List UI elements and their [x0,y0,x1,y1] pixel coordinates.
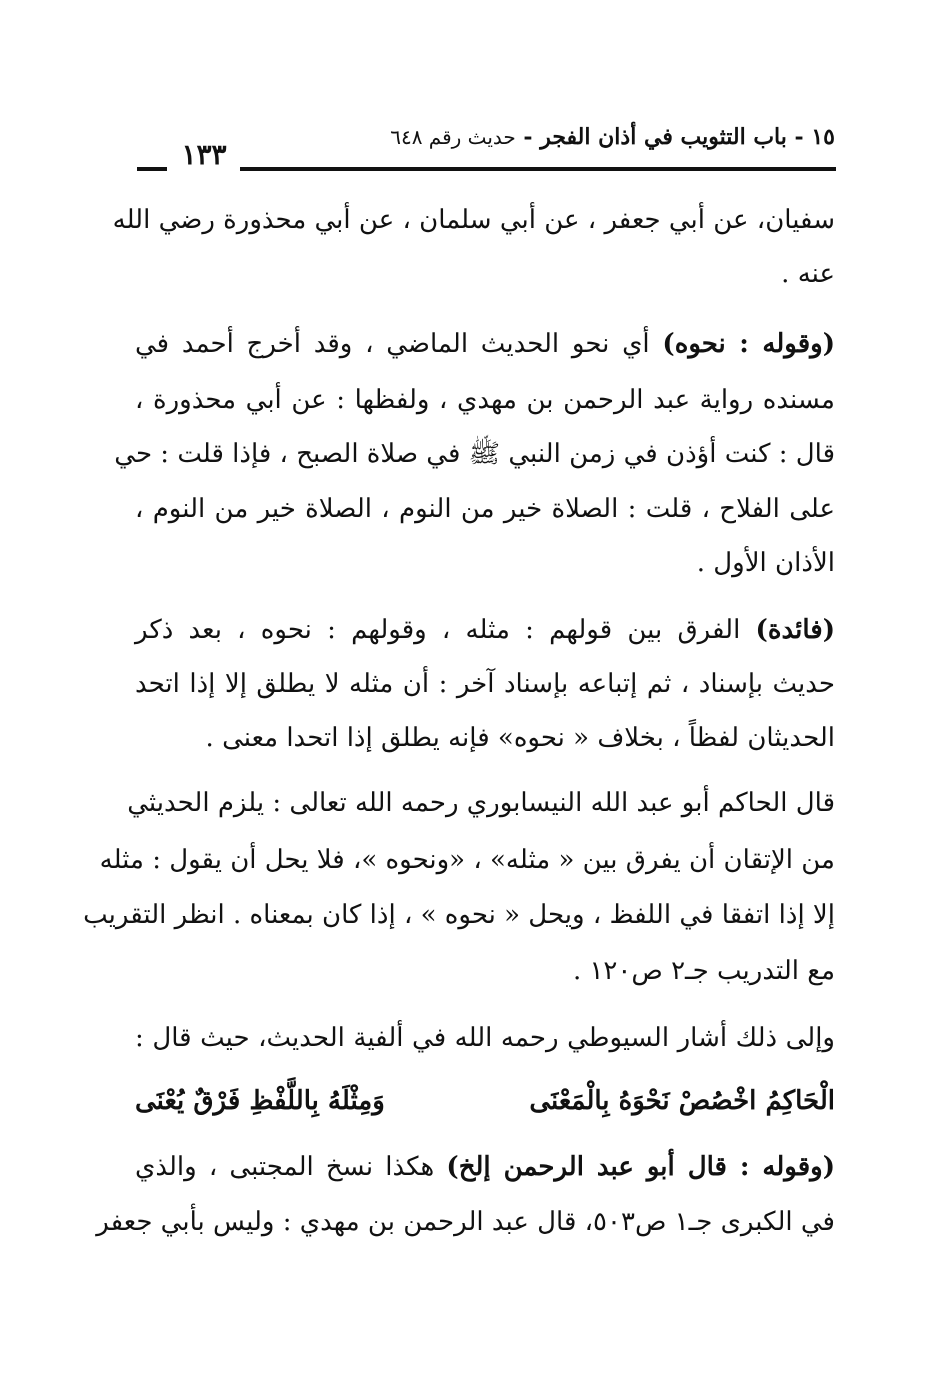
lead-faida: (فائدة) [755,615,835,645]
body-line-11: قال الحاكم أبو عبد الله النيسابوري رحمه الله تعالى : يلزم الحديثي [127,788,835,818]
verse-first-hemistich: الْحَاكِمُ اخْصُصْ نَحْوَهُ بِالْمَعْنَى [529,1086,835,1116]
page-number: ١٣٣ [181,138,227,171]
lead-abu-abd-al-rahman: (وقوله : قال أبو عبد الرحمن إلخ) [446,1152,836,1182]
body-line-13: إلا إذا اتفقا في اللفظ ، ويحل « نحوه » ، إذا كان بمعناه . انظر التقريب [83,900,835,930]
body-line-7: الأذان الأول . [696,548,835,578]
page-number-dash [137,167,167,171]
lead-wqawluh-nahwuh: (وقوله : نحوه) [662,329,836,359]
poetry-verse [135,1080,835,1122]
body-line-14: مع التدريب جـ٢ ص١٢٠ . [572,956,835,986]
body-line-9: حديث بإسناد ، ثم إتباعه بإسناد آخر : أن مثله لا يطلق إلا إذا اتحد [135,669,835,699]
body-line-5: قال : كنت أؤذن في زمن النبي ﷺ في صلاة الصبح ، فإذا قلت : حي [114,439,835,469]
body-line-16-text: هكذا نسخ المجتبى ، والذي [135,1152,435,1182]
body-line-17: في الكبرى جـ١ ص٥٠٣، قال عبد الرحمن بن مهدي : وليس بأبي جعفر [96,1207,835,1237]
verse-second-hemistich: وَمِثْلَهُ بِاللَّفْظِ فَرْقٌ يُعْنَى [135,1086,385,1116]
header-rule [240,167,836,171]
body-line-1: سفيان، عن أبي جعفر ، عن أبي سلمان ، عن أبي محذورة رضي الله [112,205,835,235]
body-line-4: مسنده رواية عبد الرحمن بن مهدي ، ولفظها : عن أبي محذورة ، [135,385,835,415]
body-line-10: الحديثان لفظاً ، بخلاف « نحوه» فإنه يطلق إذا اتحدا معنى . [205,723,835,753]
body-line-8-text: الفرق بين قولهم : مثله ، وقولهم : نحوه ، بعد ذكر [135,615,741,645]
body-line-2: عنه . [781,259,835,289]
chapter-number: ١٥ [811,124,835,150]
body-line-15: وإلى ذلك أشار السيوطي رحمه الله في ألفية الحديث، حيث قال : [135,1023,835,1053]
body-line-12: من الإتقان أن يفرق بين « مثله» ، «ونحوه »، فلا يحل أن يقول : مثله [99,845,835,875]
hadith-reference: حديث رقم ٦٤٨ [390,125,516,149]
body-line-3-text: أي نحو الحديث الماضي ، وقد أخرج أحمد في [135,329,650,359]
chapter-title: - باب التثويب في أذان الفجر - [523,124,804,150]
body-line-3 [135,324,835,364]
running-head [275,124,835,150]
body-line-16 [135,1147,835,1187]
body-line-8 [135,610,835,650]
body-line-6: على الفلاح ، قلت : الصلاة خير من النوم ، الصلاة خير من النوم ، [135,494,835,524]
